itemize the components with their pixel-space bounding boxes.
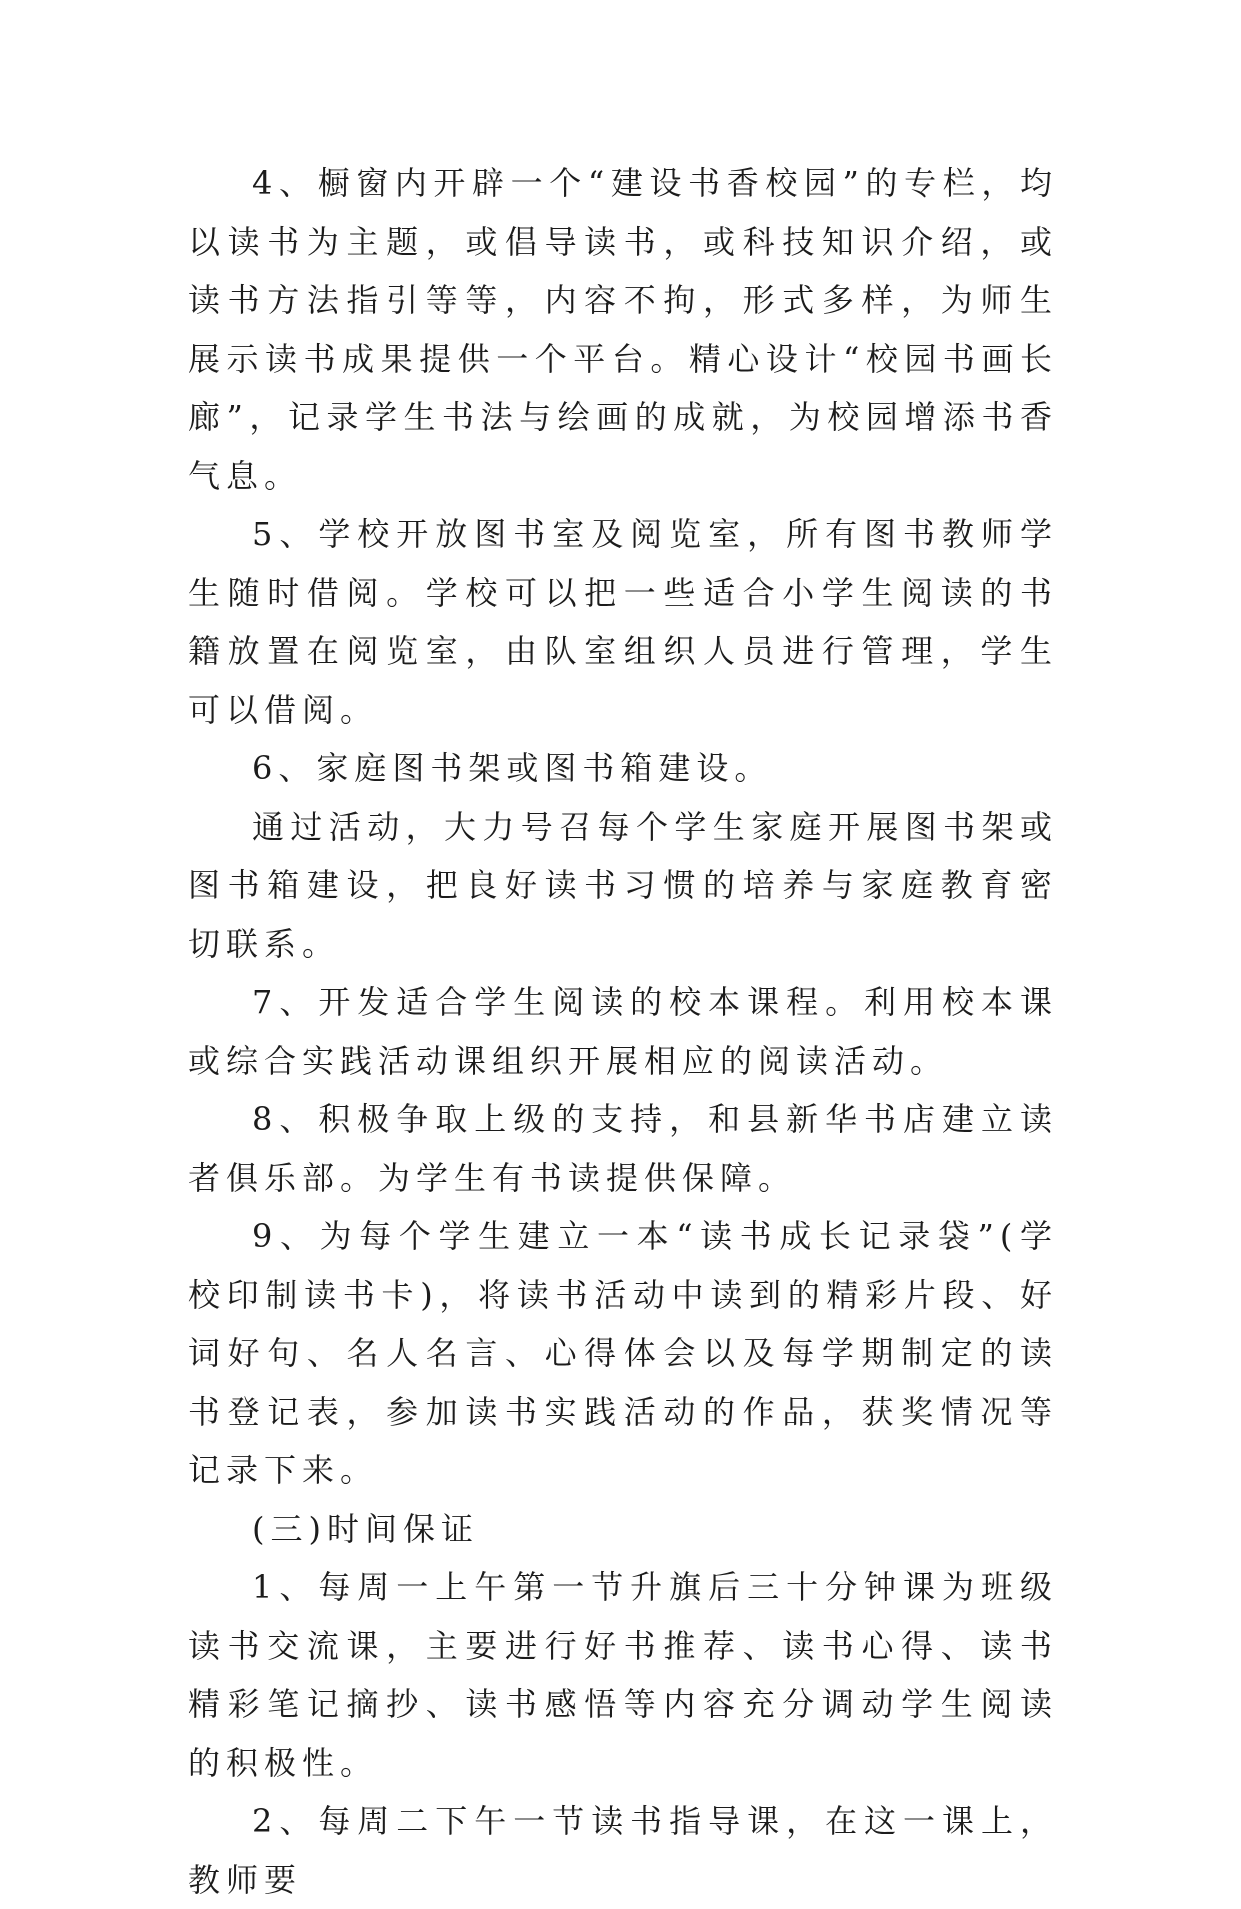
paragraph-time-item-2: 2、每周二下午一节读书指导课，在这一课上，教师要 xyxy=(188,1802,1058,1899)
section-heading-time-guarantee: (三)时间保证 xyxy=(252,1509,479,1548)
paragraph-item-9: 9、为每个学生建立一本“读书成长记录袋”(学校印制读书卡)，将读书活动中读到的精彩片段、好词好句、名人名言、心得体会以及每学期制定的读书登记表，参加读书实践活动的作品，获奖情况等记录下来。 xyxy=(188,1217,1058,1489)
paragraph-item-4: 4、橱窗内开辟一个“建设书香校园”的专栏，均以读书为主题，或倡导读书，或科技知识介绍，或读书方法指引等等，内容不拘，形式多样，为师生展示读书成果提供一个平台。精心设计“校园书画长廊”，记录学生书法与绘画的成就，为校园增添书香气息。 xyxy=(188,164,1058,495)
document-body xyxy=(188,154,1058,1909)
paragraph-item-5: 5、学校开放图书室及阅览室，所有图书教师学生随时借阅。学校可以把一些适合小学生阅读的书籍放置在阅览室，由队室组织人员进行管理，学生可以借阅。 xyxy=(188,515,1058,729)
paragraph-item-6: 6、家庭图书架或图书箱建设。 xyxy=(252,749,773,787)
paragraph-family-bookshelf: 通过活动，大力号召每个学生家庭开展图书架或图书箱建设，把良好读书习惯的培养与家庭教育密切联系。 xyxy=(188,807,1058,963)
paragraph-time-item-1: 1、每周一上午第一节升旗后三十分钟课为班级读书交流课，主要进行好书推荐、读书心得、读书精彩笔记摘抄、读书感悟等内容充分调动学生阅读的积极性。 xyxy=(188,1568,1058,1782)
paragraph-item-7: 7、开发适合学生阅读的校本课程。利用校本课或综合实践活动课组织开展相应的阅读活动。 xyxy=(188,983,1058,1080)
paragraph-item-8: 8、积极争取上级的支持，和县新华书店建立读者俱乐部。为学生有书读提供保障。 xyxy=(188,1100,1058,1197)
